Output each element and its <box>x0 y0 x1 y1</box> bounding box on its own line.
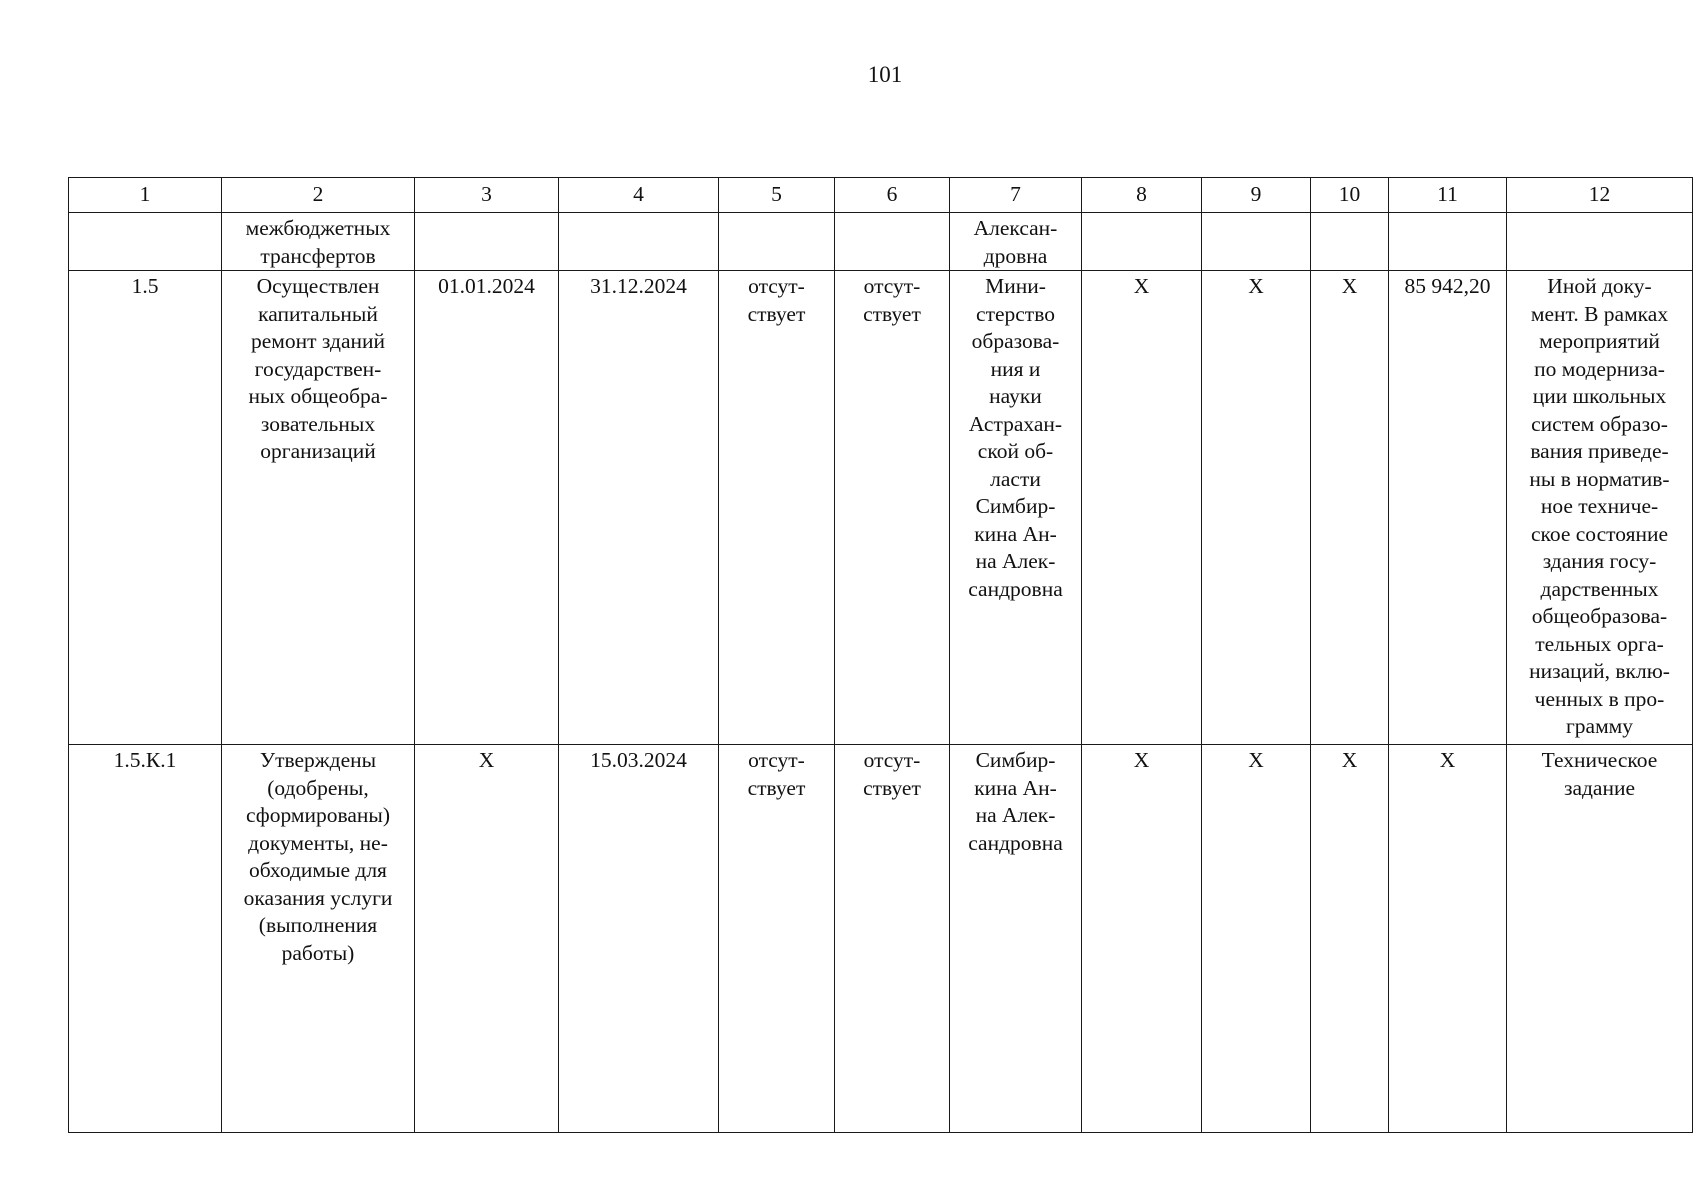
column-header: 7 <box>950 178 1082 213</box>
column-header: 10 <box>1311 178 1389 213</box>
table-cell: Осуществлен капитальный ремонт зданий государствен- ных общеобра- зовательных организаций <box>222 271 415 745</box>
column-header: 2 <box>222 178 415 213</box>
table-cell: X <box>1202 271 1311 745</box>
column-header: 3 <box>415 178 559 213</box>
table-cell <box>835 213 950 271</box>
table-cell: Мини- стерство образова- ния и науки Астрахан- ской об- ласти Симбир- кина Ан- на Алек- сандровна <box>950 271 1082 745</box>
column-header: 9 <box>1202 178 1311 213</box>
table-cell: 85 942,20 <box>1389 271 1507 745</box>
table-cell: X <box>1082 745 1202 1133</box>
table-row-1-5-k-1 <box>69 745 1693 1133</box>
table-cell: X <box>415 745 559 1133</box>
table-cell <box>559 213 719 271</box>
table-cell: X <box>1311 271 1389 745</box>
column-header: 4 <box>559 178 719 213</box>
table-cell: отсут- ствует <box>719 745 835 1133</box>
table-cell: X <box>1311 745 1389 1133</box>
table-cell <box>1082 213 1202 271</box>
table-cell: 01.01.2024 <box>415 271 559 745</box>
table-cell: 15.03.2024 <box>559 745 719 1133</box>
table-cell: отсут- ствует <box>719 271 835 745</box>
table-cell: отсут- ствует <box>835 745 950 1133</box>
column-header: 1 <box>69 178 222 213</box>
table-cell <box>719 213 835 271</box>
table-cell: Симбир- кина Ан- на Алек- сандровна <box>950 745 1082 1133</box>
page-number: 101 <box>867 62 903 87</box>
table-cell: Алексан- дровна <box>950 213 1082 271</box>
table-cell <box>1311 213 1389 271</box>
column-header: 5 <box>719 178 835 213</box>
column-header: 12 <box>1507 178 1693 213</box>
table-cell: 1.5 <box>69 271 222 745</box>
table-cell: Иной доку- мент. В рамках мероприятий по модерниза- ции школьных систем образо- вания приведе- ны в норматив- ное техниче- ское состояние здания госу- дарственных общеобразова- тельных орга- низаций, вклю- ченных в про- грамму <box>1507 271 1693 745</box>
column-header: 11 <box>1389 178 1507 213</box>
table-cell: X <box>1389 745 1507 1133</box>
table-cell: межбюджетных трансфертов <box>222 213 415 271</box>
table-row-1-5 <box>69 271 1693 745</box>
table-cell: 31.12.2024 <box>559 271 719 745</box>
table-cell <box>1389 213 1507 271</box>
column-header: 8 <box>1082 178 1202 213</box>
table-cell: Утверждены (одобрены, сформированы) документы, не- обходимые для оказания услуги (выполнения работы) <box>222 745 415 1133</box>
table-cell: отсут- ствует <box>835 271 950 745</box>
table-cell <box>69 213 222 271</box>
table-cell <box>1507 213 1693 271</box>
column-header: 6 <box>835 178 950 213</box>
data-table <box>68 177 1693 1133</box>
table-header-row <box>69 178 1693 213</box>
table-cell <box>1202 213 1311 271</box>
table-cell <box>415 213 559 271</box>
table-cell: Техническое задание <box>1507 745 1693 1133</box>
table-cell: X <box>1202 745 1311 1133</box>
table-cell: X <box>1082 271 1202 745</box>
table-cell: 1.5.К.1 <box>69 745 222 1133</box>
table-row-continuation <box>69 213 1693 271</box>
